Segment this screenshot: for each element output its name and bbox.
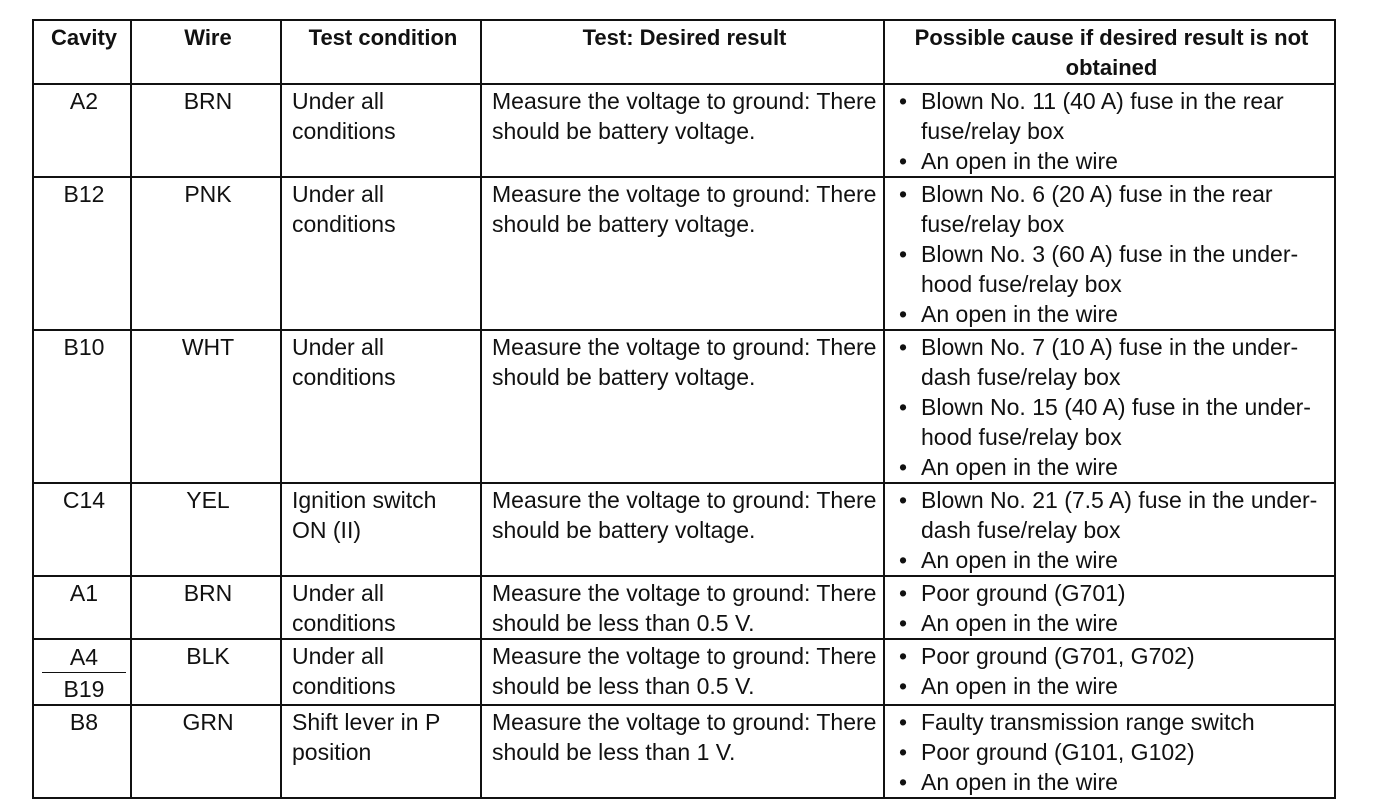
cavity-cell: A2 bbox=[33, 84, 131, 177]
wire-cell: GRN bbox=[131, 705, 281, 798]
diagnostic-table bbox=[32, 19, 1336, 799]
cause-item: • Poor ground (G101, G102) bbox=[895, 737, 1328, 767]
cause-item: • Faulty transmission range switch bbox=[895, 707, 1328, 737]
table-row bbox=[33, 330, 1335, 483]
possible-cause-cell bbox=[884, 639, 1335, 705]
desired-result-cell: Measure the voltage to ground: There should be battery voltage. bbox=[481, 330, 884, 483]
cause-list bbox=[895, 86, 1328, 176]
cause-item: • An open in the wire bbox=[895, 545, 1328, 575]
cause-item: • An open in the wire bbox=[895, 299, 1328, 329]
cavity-cell: A1 bbox=[33, 576, 131, 639]
test-condition-cell: Under all conditions bbox=[281, 177, 481, 330]
possible-cause-cell bbox=[884, 576, 1335, 639]
wire-cell: YEL bbox=[131, 483, 281, 576]
cause-item: • An open in the wire bbox=[895, 452, 1328, 482]
cavity-value-secondary: B19 bbox=[63, 676, 105, 702]
possible-cause-cell bbox=[884, 330, 1335, 483]
cause-list bbox=[895, 485, 1328, 575]
table-row bbox=[33, 483, 1335, 576]
table-row bbox=[33, 576, 1335, 639]
cause-list bbox=[895, 578, 1328, 638]
wire-cell: PNK bbox=[131, 177, 281, 330]
table-row bbox=[33, 84, 1335, 177]
desired-result-cell: Measure the voltage to ground: There should be less than 1 V. bbox=[481, 705, 884, 798]
desired-result-cell: Measure the voltage to ground: There should be battery voltage. bbox=[481, 84, 884, 177]
cavity-cell: B8 bbox=[33, 705, 131, 798]
header-cavity: Cavity bbox=[33, 20, 131, 84]
header-test-condition: Test condition bbox=[281, 20, 481, 84]
cause-list bbox=[895, 332, 1328, 482]
cause-item: • Blown No. 3 (60 A) fuse in the under-hood fuse/relay box bbox=[895, 239, 1328, 299]
cavity-cell: B10 bbox=[33, 330, 131, 483]
header-possible-cause: Possible cause if desired result is not obtained bbox=[884, 20, 1335, 84]
desired-result-cell: Measure the voltage to ground: There should be less than 0.5 V. bbox=[481, 576, 884, 639]
cavity-cell: B12 bbox=[33, 177, 131, 330]
test-condition-cell: Shift lever in P position bbox=[281, 705, 481, 798]
table-row bbox=[33, 639, 1335, 705]
wire-cell: BLK bbox=[131, 639, 281, 705]
desired-result-cell: Measure the voltage to ground: There should be battery voltage. bbox=[481, 177, 884, 330]
cause-item: • An open in the wire bbox=[895, 767, 1328, 797]
header-desired-result: Test: Desired result bbox=[481, 20, 884, 84]
cause-list bbox=[895, 641, 1328, 701]
cause-list bbox=[895, 707, 1328, 797]
cause-item: • Poor ground (G701, G702) bbox=[895, 641, 1328, 671]
cause-item: • Blown No. 21 (7.5 A) fuse in the under-dash fuse/relay box bbox=[895, 485, 1328, 545]
possible-cause-cell bbox=[884, 84, 1335, 177]
cause-item: • An open in the wire bbox=[895, 608, 1328, 638]
cause-item: • Blown No. 11 (40 A) fuse in the rear fuse/relay box bbox=[895, 86, 1328, 146]
desired-result-cell: Measure the voltage to ground: There should be battery voltage. bbox=[481, 483, 884, 576]
cavity-cell: C14 bbox=[33, 483, 131, 576]
wire-cell: BRN bbox=[131, 576, 281, 639]
table-row bbox=[33, 177, 1335, 330]
cause-list bbox=[895, 179, 1328, 329]
header-row bbox=[33, 20, 1335, 84]
wire-cell: BRN bbox=[131, 84, 281, 177]
header-wire: Wire bbox=[131, 20, 281, 84]
possible-cause-cell bbox=[884, 177, 1335, 330]
cause-item: • Blown No. 7 (10 A) fuse in the under-dash fuse/relay box bbox=[895, 332, 1328, 392]
cause-item: • Blown No. 6 (20 A) fuse in the rear fuse/relay box bbox=[895, 179, 1328, 239]
cause-item: • Poor ground (G701) bbox=[895, 578, 1328, 608]
cause-item: • An open in the wire bbox=[895, 671, 1328, 701]
test-condition-cell: Under all conditions bbox=[281, 576, 481, 639]
wire-cell: WHT bbox=[131, 330, 281, 483]
test-condition-cell: Ignition switch ON (II) bbox=[281, 483, 481, 576]
test-condition-cell: Under all conditions bbox=[281, 639, 481, 705]
table-row bbox=[33, 705, 1335, 798]
test-condition-cell: Under all conditions bbox=[281, 84, 481, 177]
test-condition-cell: Under all conditions bbox=[281, 330, 481, 483]
possible-cause-cell bbox=[884, 705, 1335, 798]
possible-cause-cell bbox=[884, 483, 1335, 576]
desired-result-cell: Measure the voltage to ground: There should be less than 0.5 V. bbox=[481, 639, 884, 705]
cavity-value: A4 bbox=[42, 641, 126, 673]
cavity-cell bbox=[33, 639, 131, 705]
cause-item: • Blown No. 15 (40 A) fuse in the under-hood fuse/relay box bbox=[895, 392, 1328, 452]
cause-item: • An open in the wire bbox=[895, 146, 1328, 176]
